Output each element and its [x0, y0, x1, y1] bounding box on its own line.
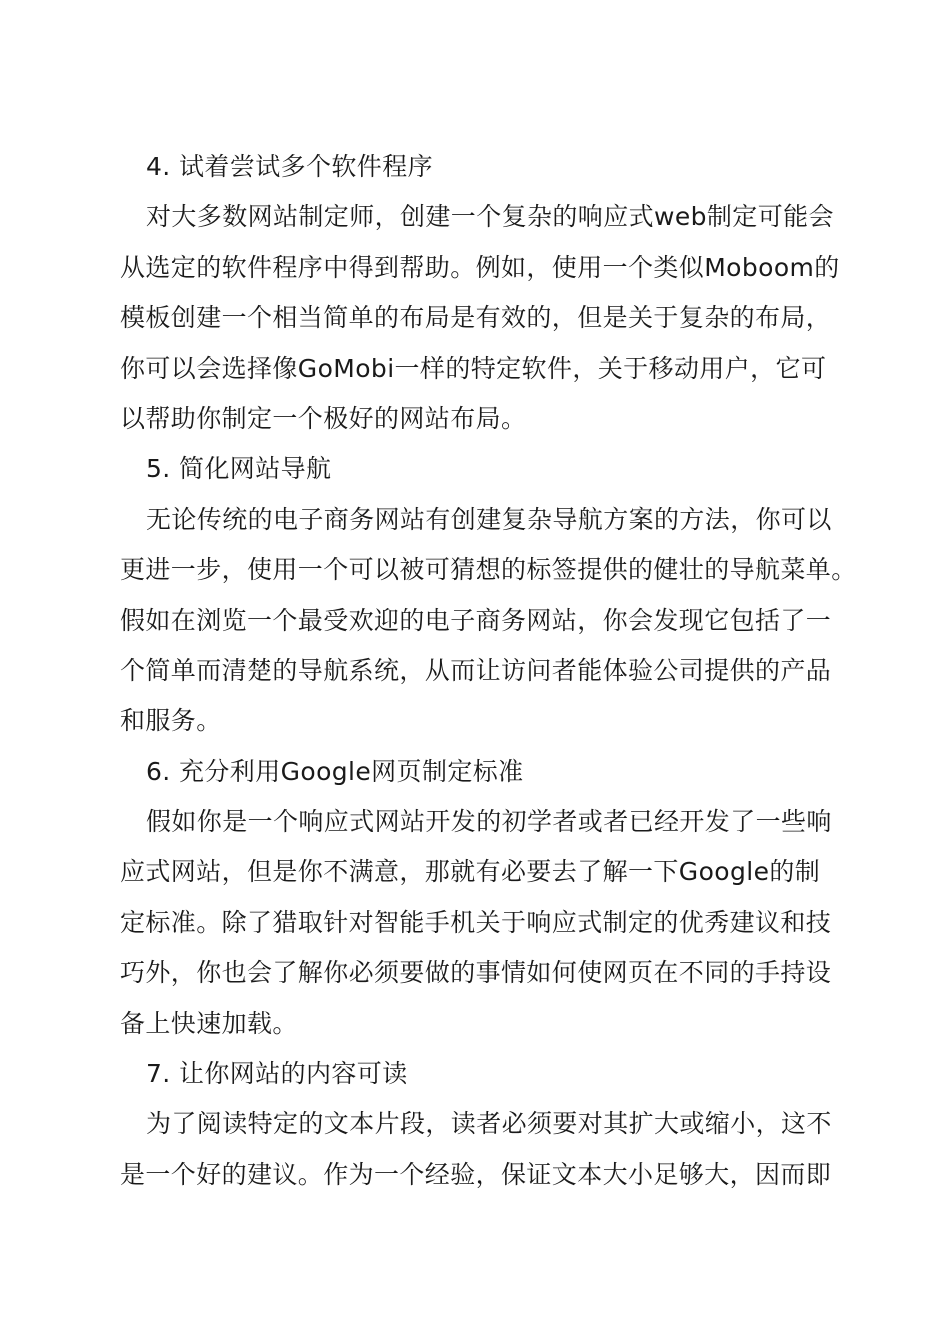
section-heading-6: 6. 充分利用Google网页制定标准 — [146, 756, 524, 786]
paragraph-line: 巧外，你也会了解你必须要做的事情如何使网页在不同的手持设 — [120, 958, 832, 988]
paragraph-line: 模板创建一个相当简单的布局是有效的，但是关于复杂的布局， — [120, 303, 832, 333]
paragraph-line: 以帮助你制定一个极好的网站布局。 — [120, 403, 527, 433]
paragraph-line: 定标准。除了猎取针对智能手机关于响应式制定的优秀建议和技 — [120, 907, 832, 937]
paragraph-line: 对大多数网站制定师，创建一个复杂的响应式web制定可能会 — [146, 202, 834, 232]
paragraph-line: 备上快速加载。 — [120, 1008, 298, 1038]
section-heading-5: 5. 简化网站导航 — [146, 454, 332, 484]
paragraph-line: 假如在浏览一个最受欢迎的电子商务网站，你会发现它包括了一 — [120, 605, 832, 635]
paragraph-line: 你可以会选择像GoMobi一样的特定软件，关于移动用户，它可 — [120, 353, 827, 383]
paragraph-line: 和服务。 — [120, 706, 222, 736]
section-heading-7: 7. 让你网站的内容可读 — [146, 1059, 408, 1089]
paragraph-line: 应式网站，但是你不满意，那就有必要去了解一下Google的制 — [120, 857, 821, 887]
paragraph-line: 为了阅读特定的文本片段，读者必须要对其扩大或缩小，这不 — [146, 1109, 832, 1139]
section-heading-4: 4. 试着尝试多个软件程序 — [146, 152, 434, 181]
document-body — [120, 142, 857, 1200]
paragraph-line: 是一个好的建议。作为一个经验，保证文本大小足够大，因而即 — [120, 1159, 832, 1189]
paragraph-line: 无论传统的电子商务网站有创建复杂导航方案的方法，你可以 — [146, 504, 832, 534]
paragraph-line: 更进一步，使用一个可以被可猜想的标签提供的健壮的导航菜单。 — [120, 555, 857, 585]
paragraph-line: 个简单而清楚的导航系统，从而让访问者能体验公司提供的产品 — [120, 655, 832, 685]
paragraph-line: 从选定的软件程序中得到帮助。例如，使用一个类似Moboom的 — [120, 252, 840, 282]
paragraph-line: 假如你是一个响应式网站开发的初学者或者已经开发了一些响 — [146, 807, 832, 837]
